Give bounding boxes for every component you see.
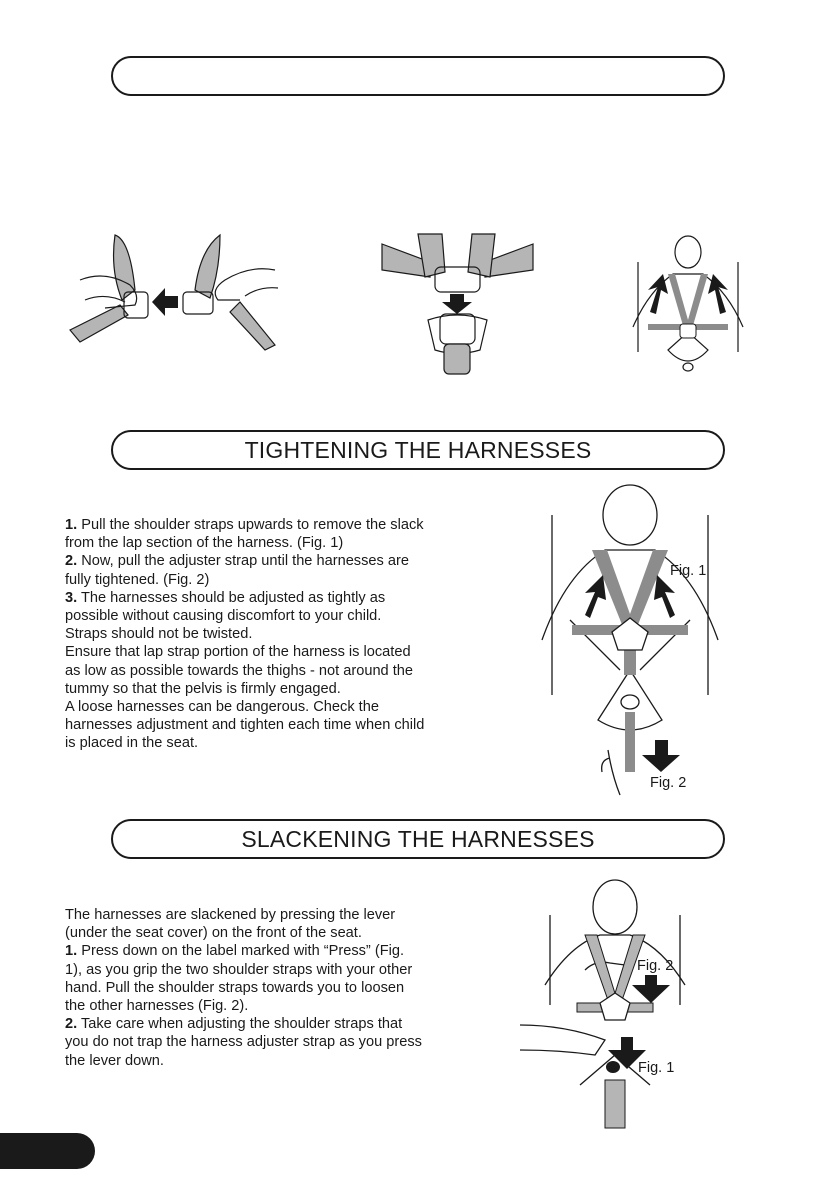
slackening-section-banner xyxy=(111,819,725,859)
tightening-fig1-label: Fig. 1 xyxy=(670,563,707,579)
tightening-title: TIGHTENING THE HARNESSES xyxy=(244,436,592,463)
slackening-intro: The harnesses are slackened by pressing the lever (under the seat cover) on the front of the seat. xyxy=(65,907,396,942)
slackening-title: SLACKENING THE HARNESSES xyxy=(241,825,595,852)
tightening-fig2-label: Fig. 2 xyxy=(650,775,687,791)
slackening-instructions xyxy=(65,906,425,1070)
slackening-fig2-label: Fig. 2 xyxy=(637,958,674,974)
buckle-joining-illustration xyxy=(60,230,290,360)
top-section-banner xyxy=(111,56,725,96)
tightening-section-banner xyxy=(111,430,725,470)
child-harness-small-illustration xyxy=(628,232,748,387)
tightening-step-3: 3. The harnesses should be adjusted as tightly as possible without causing discomfort to your child. Straps should not be twisted. xyxy=(65,589,386,643)
page-number-tab xyxy=(0,1133,95,1169)
tightening-instructions xyxy=(65,516,425,753)
slackening-step-2: 2. Take care when adjusting the shoulder straps that you do not trap the harness adjuster strap as you press the lever down. xyxy=(65,1016,422,1069)
tightening-figure xyxy=(530,480,730,800)
slackening-fig1-label: Fig. 1 xyxy=(638,1060,675,1076)
buckle-release-illustration xyxy=(380,232,535,377)
tightening-warning: A loose harnesses can be dangerous. Check the harnesses adjustment and tighten each time when child is placed in the seat. xyxy=(65,699,425,752)
tightening-step-1: 1. Pull the shoulder straps upwards to remove the slack from the lap section of the harness. (Fig. 1) xyxy=(65,517,424,552)
tightening-lap-strap-note: Ensure that lap strap portion of the harness is located as low as possible towards the thighs - not around the tummy so that the pelvis is firmly engaged. xyxy=(65,644,414,697)
slackening-step-1: 1. Press down on the label marked with “Press” (Fig. 1), as you grip the two shoulder straps with your other hand. Pull the shoulder straps towards you to loosen the other harnesses (Fig. 2). xyxy=(65,943,413,1015)
slackening-figure xyxy=(515,875,715,1130)
tightening-step-2: 2. Now, pull the adjuster strap until the harnesses are fully tightened. (Fig. 2) xyxy=(65,553,409,588)
